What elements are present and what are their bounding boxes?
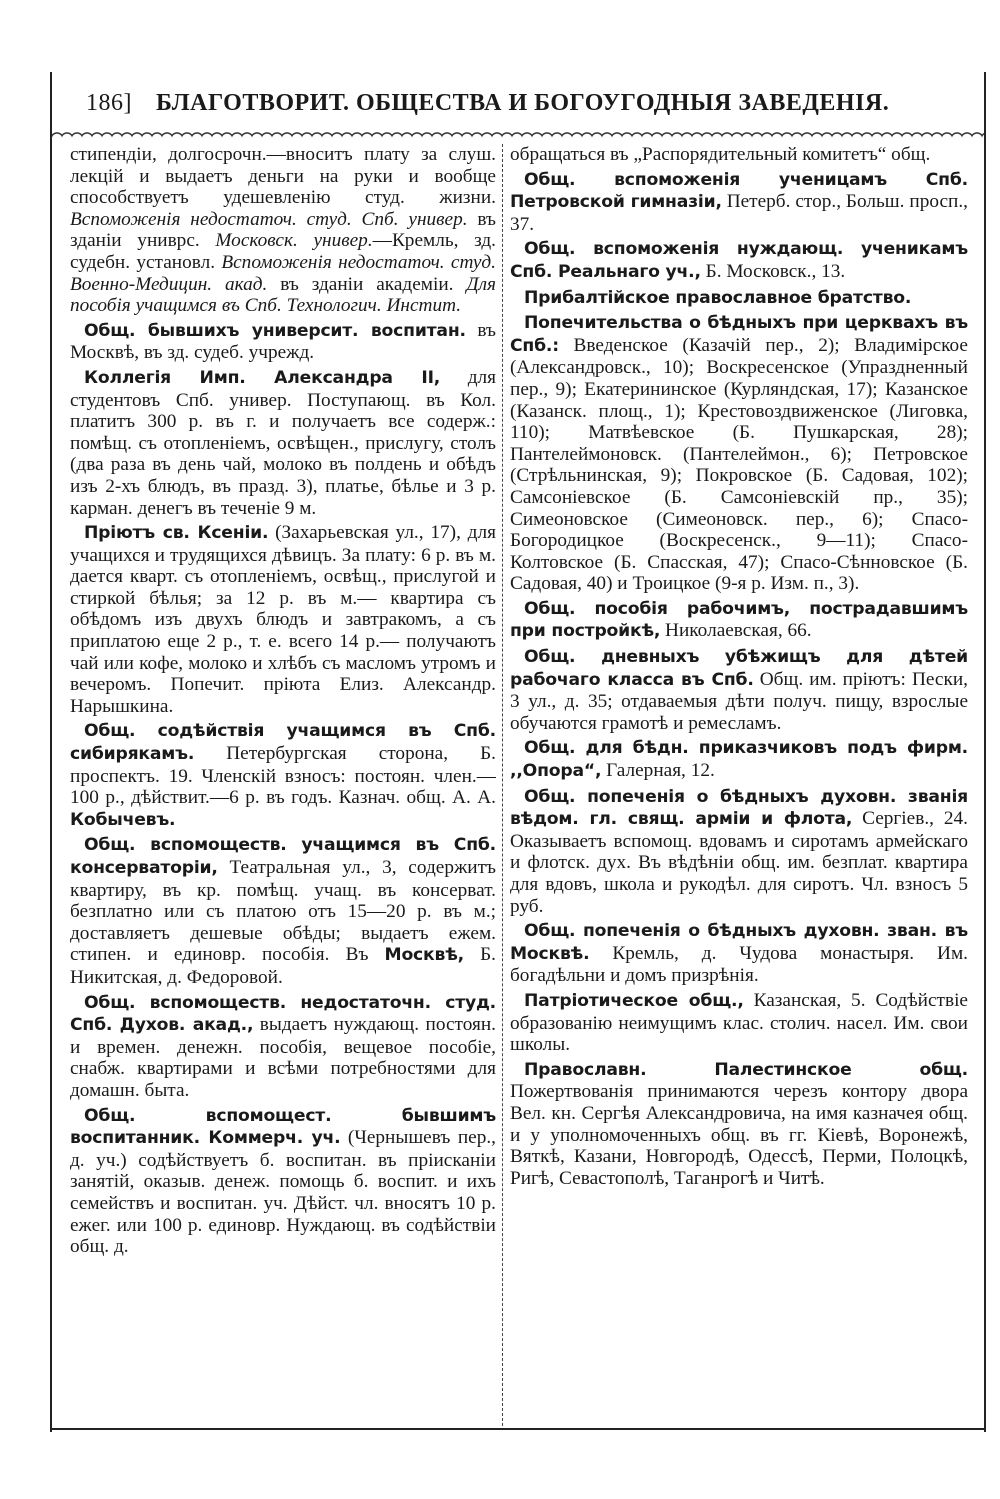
right-column xyxy=(510,144,968,1422)
page-title: БЛАГОТВОРИТ. ОБЩЕСТВА И БОГОУГОДНЫЯ ЗАВЕДЕНІЯ. xyxy=(156,90,890,116)
entry-paragraph: Общ. вспомоществ. учащимся въ Спб. консерваторіи, Театральная ул., 3, содержитъ квартиру, въ кр. помѣщ. учащ. въ консерват. безплатно или съ платою отъ 15—20 р. въ м.; доставляетъ дешевые обѣды; выдаетъ ежем. стипен. и единовр. пособія. Въ Москвѣ, Б. Никитская, д. Федоровой. xyxy=(70,835,496,988)
entry-paragraph: Общ. вспомоществ. недостаточн. студ. Спб. Духов. акад., выдаетъ нуждающ. постоян. и времен. денежн. пособія, вещевое пособіе, снабж. квартирами и всѣми потребностями для домашн. быта. xyxy=(70,992,496,1101)
entry-paragraph: Общ. для бѣдн. приказчиковъ подъ фирм. ,,Опора“, Галерная, 12. xyxy=(510,738,968,782)
entry-continuation: обращаться въ „Распорядительный комитетъ“ общ. xyxy=(510,144,931,165)
entry-paragraph: Общ. пособія рабочимъ, пострадавшимъ при постройкѣ, Николаевская, 66. xyxy=(510,598,968,642)
entry-paragraph: Пріютъ св. Ксеніи. (Захарьевская ул., 17), для учащихся и трудящихся дѣвицъ. За плату: 6 р. въ м. дается кварт. съ отопленіемъ, освѣщ., прислугой и стиркой бѣлья; за 12 р. въ м.— квартира съ обѣдомъ изъ двухъ блюдъ и завтракомъ, а съ приплатою еще 2 р., т. е. всего 14 р.— получаютъ чай или кофе, молоко и хлѣбъ съ масломъ утромъ и вечеромъ. Попечит. пріюта Елиз. Александр. Нарышкина. xyxy=(70,522,496,717)
entry-paragraph: Общ. бывшихъ университ. воспитан. въ Москвѣ, въ зд. судеб. учрежд. xyxy=(70,319,496,364)
entry-paragraph: Православн. Палестинское общ. Пожертвованія принимаются черезъ контору двора Вел. кн. Сергѣя Александровича, на имя казначея общ. и у уполномоченныхъ общ. въ гг. Кіевѣ, Воронежѣ, Вяткѣ, Казани, Новгородѣ, Одессѣ, Перми, Полоцкѣ, Ригѣ, Севастополѣ, Таганрогѣ и Читѣ. xyxy=(510,1059,968,1189)
running-header xyxy=(86,90,966,130)
entry-paragraph: Общ. дневныхъ убѣжищъ для дѣтей рабочаго класса въ Спб. Общ. им. пріютъ: Пески, 3 ул., д. 35; отдаваемыя дѣти получ. пищу, взрослые обучаются грамотѣ и ремесламъ. xyxy=(510,647,968,734)
book-page xyxy=(50,72,986,1432)
entry-paragraph: Общ. попеченія о бѣдныхъ духовн. зван. въ Москвѣ. Кремль, д. Чудова монастыря. Им. богадѣльни и домъ призрѣнія. xyxy=(510,921,968,987)
left-column xyxy=(70,144,496,1422)
entry-paragraph: Общ. вспомощест. бывшимъ воспитанник. Коммерч. уч. (Чернышевъ пер., д. уч.) содѣйствуетъ б. воспитан. въ прiисканіи занятій, оказыв. денеж. помощь б. воспит. и ихъ семействъ и воспитан. уч. Дѣйст. чл. вносятъ 10 р. ежег. или 100 р. единовр. Нуждающ. въ содѣйствіи общ. д. xyxy=(70,1105,496,1258)
entry-paragraph: Попечительства о бѣдныхъ при церквахъ въ Спб.: Введенское (Казачій пер., 2); Владимірское (Александровск., 10); Воскресенское (Упраздненный пер., 9); Екатерининское (Курляндская, 17); Казанское (Казанск. площ., 1); Крестовоздвиженское (Лиговка, 110); Матвѣевское (Б. Пушкарская, 28); Пантелеймоновск. (Пантелеймон., 6); Петровское (Стрѣльнинская, 9); Покровское (Б. Садовая, 102); Самсоніевское (Б. Самсоніевскій пр., 35); Симеоновское (Симеоновск. пер., 6); Спасо-Богородицкое (Воскресенск., 9—11); Спасо-Колтовское (Б. Спасская, 47); Спасо-Сѣнновское (Б. Садовая, 40) и Троицкое (9-я р. Изм. п., 3). xyxy=(510,313,968,595)
entry-paragraph: Прибалтійское православное братство. xyxy=(524,287,912,308)
entry-continuation: стипендіи, долгосрочн.—вноситъ плату за слуш. лекцій и выдаетъ деньги на руки и вообще способствуетъ удешевленію студ. жизни. Вспоможенія недостаточ. студ. Спб. универ. въ зданіи униврс. Московск. универ.—Кремль, зд. судебн. установл. Вспоможенія недостаточ. студ. Военно-Медицин. акад. въ зданіи академіи. Для пособія учащимся въ Спб. Технологич. Инстит. xyxy=(70,144,496,317)
column-divider xyxy=(502,144,503,1426)
entry-paragraph: Общ. вспоможенія нуждающ. ученикамъ Спб. Реальнаго уч., Б. Московск., 13. xyxy=(510,239,968,282)
bottom-rule xyxy=(52,1428,984,1430)
entry-paragraph: Общ. попеченія о бѣдныхъ духовн. званія вѣдом. гл. свящ. арміи и флота, Сергіев., 24. Оказываетъ вспомощ. вдовамъ и сиротамъ армейскаго и флотск. дух. Въ вѣдѣніи общ. им. безплат. квартира для вдовъ, школа и рукодѣл. для сиротъ. Чл. взносъ 5 руб. xyxy=(510,786,968,917)
entry-paragraph: Общ. вспоможенія ученицамъ Спб. Петровской гимназіи, Петерб. стор., Больш. просп., 37. xyxy=(510,169,968,235)
page-number: 186] xyxy=(86,90,132,116)
entry-paragraph: Общ. содѣйствія учащимся въ Спб. сибирякамъ. Петербургская сторона, Б. проспектъ. 19. Членскій взносъ: постоян. член.—100 р., дѣйствит.—6 р. въ годъ. Казнач. общ. А. А. Кобычевъ. xyxy=(70,721,496,830)
entry-paragraph: Патріотическое общ., Казанская, 5. Содѣйствіе образованію неимущимъ клас. столич. насел. Им. свои школы. xyxy=(510,989,968,1056)
entry-paragraph: Коллегія Имп. Александра II, для студентовъ Спб. универ. Поступающ. въ Кол. платитъ 300 р. въ г. и получаетъ все содерж.: помѣщ. съ отопленіемъ, освѣщен., прислугу, столъ (два раза въ день чай, молоко въ полдень и обѣдъ изъ 2-хъ блюдъ, въ празд. 3), платье, бѣлье и 3 р. карман. денегъ въ теченіе 9 м. xyxy=(70,366,496,519)
header-wavy-rule xyxy=(52,126,984,140)
